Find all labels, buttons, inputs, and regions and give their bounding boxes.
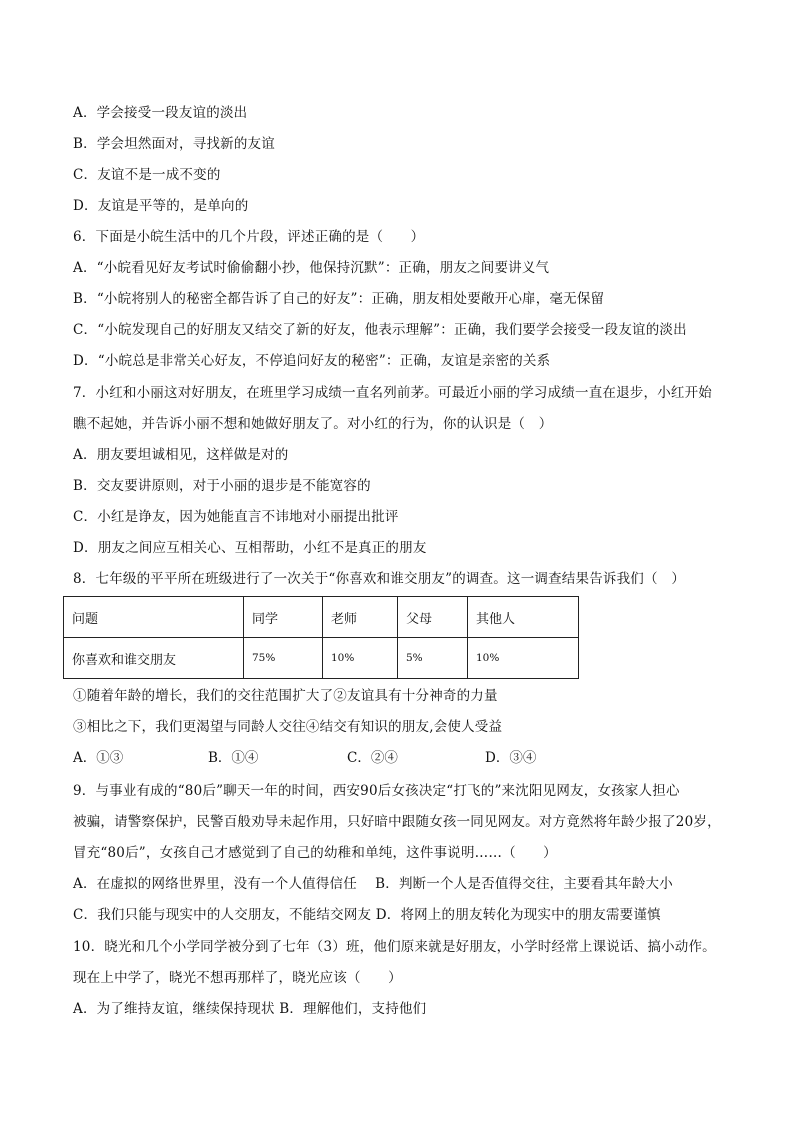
q7-option-d: D．朋友之间应互相关心、互相帮助，小红不是真正的朋友 xyxy=(73,540,427,556)
table-row xyxy=(64,638,579,679)
table-header-cell: 同学 xyxy=(244,597,323,638)
q10-stem-line-1: 10．晓光和几个小学同学被分到了七年（3）班，他们原来就是好朋友，小学时经常上课说话、搞小动作。 xyxy=(73,939,716,955)
table-header-cell: 父母 xyxy=(398,597,468,638)
q8-option-c: C．②④ xyxy=(347,750,398,766)
q7-option-c: C．小红是诤友，因为她能直言不讳地对小丽提出批评 xyxy=(73,509,399,525)
table-header-row xyxy=(64,597,579,638)
q7-option-a: A．朋友要坦诚相见，这样做是对的 xyxy=(73,447,289,463)
q9-stem-line-2: 被骗，请警察保护，民警百般劝导未起作用，只好暗中跟随女孩一同见网友。对方竟然将年龄少报了20岁， xyxy=(73,814,721,830)
q5-option-a: A．学会接受一段友谊的淡出 xyxy=(73,105,248,121)
q5-option-c: C．友谊不是一成不变的 xyxy=(73,167,221,183)
table-header-cell: 问题 xyxy=(64,597,244,638)
q10-stem-line-2: 现在上中学了，晓光不想再那样了，晓光应该（ ） xyxy=(73,970,402,986)
q7-option-b: B．交友要讲原则，对于小丽的退步是不能宽容的 xyxy=(73,478,371,494)
q7-stem-line-1: 7．小红和小丽这对好朋友，在班里学习成绩一直名列前茅。可最近小丽的学习成绩一直在退步，小红开始 xyxy=(73,385,712,401)
q9-options-ab: A．在虚拟的网络世界里，没有一个人值得信任 B．判断一个人是否值得交往，主要看其年龄大小 xyxy=(73,876,673,892)
table-cell: 10% xyxy=(468,638,579,679)
q5-option-d: D．友谊是平等的，是单向的 xyxy=(73,198,249,214)
table-cell: 你喜欢和谁交朋友 xyxy=(64,638,244,679)
table-cell: 5% xyxy=(398,638,468,679)
table-header-cell: 老师 xyxy=(323,597,398,638)
q6-stem: 6．下面是小皖生活中的几个片段，评述正确的是（ ） xyxy=(73,229,425,245)
table-cell: 10% xyxy=(323,638,398,679)
q9-stem-line-1: 9．与事业有成的“80后”聊天一年的时间，西安90后女孩决定“打飞的”来沈阳见网友，女孩家人担心 xyxy=(73,783,680,799)
q6-option-a: A．“小皖看见好友考试时偷偷翻小抄，他保持沉默”：正确，朋友之间要讲义气 xyxy=(73,260,550,276)
q8-stem: 8．七年级的平平所在班级进行了一次关于“你喜欢和谁交朋友”的调查。这一调查结果告诉我们（ ） xyxy=(73,571,686,587)
q8-option-b: B．①④ xyxy=(208,750,259,766)
q8-statements-line-1: ①随着年龄的增长，我们的交往范围扩大了②友谊具有十分神奇的力量 xyxy=(73,688,498,704)
q7-stem-line-2: 瞧不起她，并告诉小丽不想和她做好朋友了。对小红的行为，你的认识是（ ） xyxy=(73,416,553,432)
q9-options-cd: C．我们只能与现实中的人交朋友，不能结交网友 D．将网上的朋友转化为现实中的朋友需要谨慎 xyxy=(73,907,661,923)
q8-option-a: A．①③ xyxy=(73,750,124,766)
table-cell: 75% xyxy=(244,638,323,679)
table-header-cell: 其他人 xyxy=(468,597,579,638)
survey-table xyxy=(63,596,579,679)
q5-option-b: B．学会坦然面对，寻找新的友谊 xyxy=(73,136,275,152)
q6-option-b: B．“小皖将别人的秘密全都告诉了自己的好友”：正确，朋友相处要敞开心扉，毫无保留 xyxy=(73,291,605,307)
q9-stem-line-3: 冒充“80后”，女孩自己才感觉到了自己的幼稚和单纯，这件事说明……（ ） xyxy=(73,845,557,861)
q8-statements-line-2: ③相比之下，我们更渴望与同龄人交往④结交有知识的朋友,会使人受益 xyxy=(73,719,503,735)
q10-options-ab: A．为了维持友谊，继续保持现状 B．理解他们，支持他们 xyxy=(73,1001,427,1017)
q8-option-d: D．③④ xyxy=(485,750,537,766)
q6-option-c: C．“小皖发现自己的好朋友又结交了新的好友，他表示理解”：正确，我们要学会接受一段友谊的淡出 xyxy=(73,322,687,338)
q6-option-d: D．“小皖总是非常关心好友，不停追问好友的秘密”：正确，友谊是亲密的关系 xyxy=(73,353,551,369)
